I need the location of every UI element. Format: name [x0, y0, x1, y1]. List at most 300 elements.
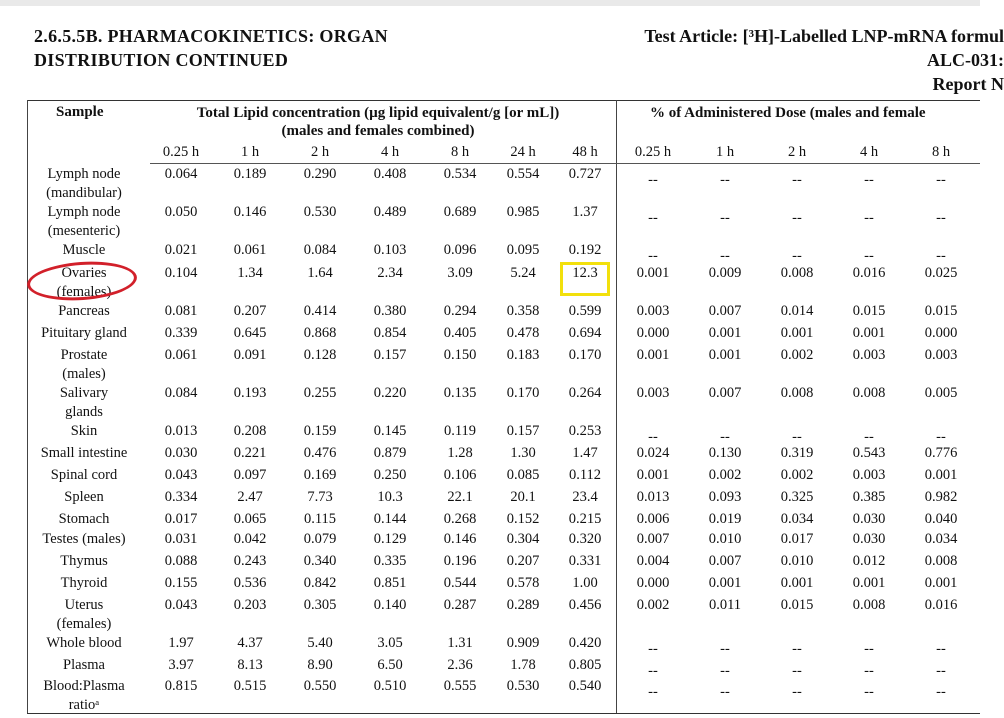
lipid-concentration-cell: 0.043 — [164, 597, 198, 613]
lipid-concentration-cell: 0.420 — [568, 635, 602, 651]
administered-dose-cell: -- — [792, 684, 802, 700]
lipid-concentration-cell: 0.031 — [164, 531, 198, 547]
administered-dose-cell: 0.030 — [852, 531, 886, 547]
timepoint-header: 4 h — [380, 144, 400, 160]
administered-dose-cell: 0.009 — [708, 265, 742, 281]
lipid-concentration-cell: 0.854 — [373, 325, 407, 341]
administered-dose-cell: 0.130 — [708, 445, 742, 461]
lipid-concentration-cell: 0.170 — [568, 347, 602, 363]
administered-dose-cell: 0.001 — [924, 575, 958, 591]
sample-name — [28, 596, 140, 634]
lipid-concentration-cell: 0.104 — [164, 265, 198, 281]
timepoint-header: 48 h — [572, 144, 598, 160]
lipid-concentration-cell: 0.189 — [233, 166, 267, 182]
administered-dose-cell: -- — [792, 641, 802, 657]
sample-name-line: Uterus — [64, 597, 104, 613]
lipid-concentration-cell: 0.408 — [373, 166, 407, 182]
sample-name-line: Spleen — [64, 489, 104, 505]
lipid-concentration-cell: 0.043 — [164, 467, 198, 483]
administered-dose-cell: 0.002 — [780, 467, 814, 483]
administered-dose-cell: -- — [720, 210, 730, 226]
lipid-concentration-cell: 0.183 — [506, 347, 540, 363]
lipid-concentration-cell: 0.208 — [233, 423, 267, 439]
lipid-concentration-cell: 0.530 — [506, 678, 540, 694]
lipid-concentration-cell: 0.530 — [303, 204, 337, 220]
administered-dose-cell: -- — [864, 641, 874, 657]
sample-name-line: Testes (males) — [42, 531, 126, 547]
administered-dose-cell: 0.000 — [924, 325, 958, 341]
sample-name — [28, 241, 140, 260]
lipid-concentration-cell: 0.555 — [443, 678, 477, 694]
administered-dose-cell: -- — [648, 172, 658, 188]
administered-dose-cell: 0.006 — [636, 511, 670, 527]
lipid-concentration-cell: 0.358 — [506, 303, 540, 319]
administered-dose-cell: 0.776 — [924, 445, 958, 461]
administered-dose-cell: -- — [720, 248, 730, 264]
lipid-concentration-cell: 0.478 — [506, 325, 540, 341]
lipid-concentration-cell: 0.021 — [164, 242, 198, 258]
sample-name — [28, 488, 140, 507]
administered-dose-cell: 0.002 — [708, 467, 742, 483]
administered-dose-cell: 0.016 — [852, 265, 886, 281]
sample-name — [28, 384, 140, 422]
sample-name — [28, 552, 140, 571]
administered-dose-cell: -- — [936, 210, 946, 226]
administered-dose-cell: 0.003 — [924, 347, 958, 363]
administered-dose-cell: 0.093 — [708, 489, 742, 505]
lipid-concentration-cell: 3.05 — [377, 635, 403, 651]
timepoint-header: 4 h — [859, 144, 879, 160]
lipid-concentration-cell: 0.694 — [568, 325, 602, 341]
administered-dose-cell: 0.015 — [852, 303, 886, 319]
sample-name-line: Small intestine — [40, 445, 128, 461]
lipid-concentration-cell: 0.290 — [303, 166, 337, 182]
sample-name — [28, 634, 140, 653]
lipid-concentration-cell: 0.805 — [568, 657, 602, 673]
administered-dose-cell: -- — [720, 429, 730, 445]
lipid-concentration-cell: 0.013 — [164, 423, 198, 439]
lipid-concentration-cell: 0.253 — [568, 423, 602, 439]
administered-dose-cell: -- — [936, 684, 946, 700]
administered-dose-cell: -- — [720, 641, 730, 657]
sample-name — [28, 346, 140, 384]
test-article-block — [574, 24, 1004, 96]
administered-dose-cell: 0.543 — [852, 445, 886, 461]
administered-dose-cell: 0.002 — [636, 597, 670, 613]
lipid-concentration-cell: 1.00 — [572, 575, 598, 591]
group1-title — [150, 104, 606, 140]
value-highlight-box — [560, 262, 610, 296]
sample-name — [28, 302, 140, 321]
lipid-concentration-cell: 23.4 — [572, 489, 598, 505]
timepoint-header: 2 h — [310, 144, 330, 160]
lipid-concentration-cell: 0.170 — [506, 385, 540, 401]
top-edge-strip — [0, 0, 980, 6]
lipid-concentration-cell: 2.34 — [377, 265, 403, 281]
lipid-concentration-cell: 0.103 — [373, 242, 407, 258]
administered-dose-cell: -- — [720, 684, 730, 700]
administered-dose-cell: 0.030 — [852, 511, 886, 527]
lipid-concentration-cell: 0.159 — [303, 423, 337, 439]
lipid-concentration-cell: 0.985 — [506, 204, 540, 220]
administered-dose-cell: 0.001 — [780, 325, 814, 341]
administered-dose-cell: 0.002 — [780, 347, 814, 363]
administered-dose-cell: -- — [648, 429, 658, 445]
lipid-concentration-cell: 0.079 — [303, 531, 337, 547]
sample-name-line: (males) — [62, 366, 106, 382]
administered-dose-cell: -- — [792, 210, 802, 226]
lipid-concentration-cell: 0.540 — [568, 678, 602, 694]
lipid-concentration-cell: 0.599 — [568, 303, 602, 319]
administered-dose-cell: 0.001 — [636, 265, 670, 281]
administered-dose-cell: -- — [864, 429, 874, 445]
administered-dose-cell: 0.017 — [780, 531, 814, 547]
lipid-concentration-cell: 0.157 — [506, 423, 540, 439]
administered-dose-cell: 0.008 — [852, 385, 886, 401]
lipid-concentration-cell: 1.97 — [168, 635, 194, 651]
section-title-line1: 2.6.5.5B. PHARMACOKINETICS: ORGAN — [34, 26, 388, 46]
lipid-concentration-cell: 0.215 — [568, 511, 602, 527]
lipid-concentration-cell: 0.146 — [233, 204, 267, 220]
lipid-concentration-cell: 0.145 — [373, 423, 407, 439]
sample-name-line: ratioᵃ — [68, 697, 100, 713]
lipid-concentration-cell: 0.084 — [303, 242, 337, 258]
administered-dose-cell: 0.001 — [924, 467, 958, 483]
lipid-concentration-cell: 1.78 — [510, 657, 536, 673]
administered-dose-cell: 0.004 — [636, 553, 670, 569]
administered-dose-cell: 0.008 — [780, 385, 814, 401]
study-code: ALC-031: — [927, 50, 1004, 70]
lipid-concentration-cell: 0.144 — [373, 511, 407, 527]
lipid-concentration-cell: 0.645 — [233, 325, 267, 341]
administered-dose-cell: 0.024 — [636, 445, 670, 461]
lipid-concentration-cell: 2.47 — [237, 489, 263, 505]
lipid-concentration-cell: 0.119 — [443, 423, 477, 439]
lipid-concentration-cell: 0.095 — [506, 242, 540, 258]
lipid-concentration-cell: 0.340 — [303, 553, 337, 569]
lipid-concentration-cell: 0.335 — [373, 553, 407, 569]
administered-dose-cell: 0.015 — [780, 597, 814, 613]
administered-dose-cell: 0.015 — [924, 303, 958, 319]
lipid-concentration-cell: 22.1 — [447, 489, 473, 505]
lipid-concentration-cell: 0.405 — [443, 325, 477, 341]
administered-dose-cell: 0.008 — [852, 597, 886, 613]
administered-dose-cell: -- — [720, 663, 730, 679]
administered-dose-cell: 0.007 — [708, 385, 742, 401]
sample-name — [28, 656, 140, 675]
sample-name — [28, 574, 140, 593]
lipid-concentration-cell: 0.250 — [373, 467, 407, 483]
administered-dose-cell: 0.325 — [780, 489, 814, 505]
sample-name — [28, 422, 140, 441]
administered-dose-cell: 0.319 — [780, 445, 814, 461]
lipid-concentration-cell: 0.689 — [443, 204, 477, 220]
group1-title-line1: Total Lipid concentration (µg lipid equivalent/g [or mL]) — [196, 105, 560, 121]
lipid-concentration-cell: 0.868 — [303, 325, 337, 341]
administered-dose-cell: 0.008 — [780, 265, 814, 281]
lipid-concentration-cell: 0.294 — [443, 303, 477, 319]
lipid-concentration-cell: 0.146 — [443, 531, 477, 547]
timepoint-underline — [150, 163, 980, 164]
lipid-concentration-cell: 2.36 — [447, 657, 473, 673]
lipid-concentration-cell: 0.064 — [164, 166, 198, 182]
lipid-concentration-cell: 0.534 — [443, 166, 477, 182]
timepoint-header: 8 h — [450, 144, 470, 160]
lipid-concentration-cell: 1.28 — [447, 445, 473, 461]
timepoint-header: 0.25 h — [634, 144, 672, 160]
lipid-concentration-cell: 0.085 — [506, 467, 540, 483]
lipid-concentration-cell: 6.50 — [377, 657, 403, 673]
lipid-concentration-cell: 0.255 — [303, 385, 337, 401]
administered-dose-cell: 0.000 — [636, 325, 670, 341]
sample-name-line: Spinal cord — [50, 467, 118, 483]
lipid-concentration-cell: 1.34 — [237, 265, 263, 281]
lipid-concentration-cell: 0.207 — [506, 553, 540, 569]
sample-name-line: Lymph node — [47, 204, 121, 220]
lipid-concentration-cell: 0.320 — [568, 531, 602, 547]
sample-name-line: Blood:Plasma — [43, 678, 125, 694]
sample-name-line: Muscle — [62, 242, 106, 258]
administered-dose-cell: -- — [720, 172, 730, 188]
administered-dose-cell: 0.010 — [780, 553, 814, 569]
lipid-concentration-cell: 0.135 — [443, 385, 477, 401]
sample-name-line: Thyroid — [60, 575, 108, 591]
sample-name-line: (mesenteric) — [47, 223, 121, 239]
lipid-concentration-cell: 0.489 — [373, 204, 407, 220]
lipid-concentration-cell: 0.140 — [373, 597, 407, 613]
lipid-concentration-cell: 0.096 — [443, 242, 477, 258]
administered-dose-cell: 0.001 — [708, 347, 742, 363]
administered-dose-cell: 0.013 — [636, 489, 670, 505]
lipid-concentration-cell: 0.476 — [303, 445, 337, 461]
timepoint-header: 1 h — [240, 144, 260, 160]
sample-name-line: Skin — [70, 423, 98, 439]
lipid-concentration-cell: 0.128 — [303, 347, 337, 363]
lipid-concentration-cell: 1.37 — [572, 204, 598, 220]
lipid-concentration-cell: 0.030 — [164, 445, 198, 461]
section-title — [34, 24, 388, 72]
lipid-concentration-cell: 0.129 — [373, 531, 407, 547]
administered-dose-cell: -- — [648, 663, 658, 679]
lipid-concentration-cell: 8.13 — [237, 657, 263, 673]
administered-dose-cell: -- — [864, 248, 874, 264]
lipid-concentration-cell: 0.456 — [568, 597, 602, 613]
sample-name — [28, 324, 140, 343]
sample-name-line: Thymus — [60, 553, 108, 569]
sample-name-line: (females) — [56, 616, 112, 632]
administered-dose-cell: 0.010 — [708, 531, 742, 547]
lipid-concentration-cell: 0.380 — [373, 303, 407, 319]
administered-dose-cell: 0.012 — [852, 553, 886, 569]
sample-name-line: glands — [65, 404, 103, 420]
administered-dose-cell: -- — [864, 172, 874, 188]
lipid-concentration-cell: 0.017 — [164, 511, 198, 527]
administered-dose-cell: 0.007 — [708, 303, 742, 319]
administered-dose-cell: -- — [936, 172, 946, 188]
lipid-concentration-cell: 0.339 — [164, 325, 198, 341]
lipid-concentration-cell: 0.155 — [164, 575, 198, 591]
administered-dose-cell: 0.001 — [852, 325, 886, 341]
lipid-concentration-cell: 0.042 — [233, 531, 267, 547]
lipid-concentration-cell: 0.169 — [303, 467, 337, 483]
administered-dose-cell: 0.016 — [924, 597, 958, 613]
administered-dose-cell: 0.000 — [636, 575, 670, 591]
lipid-concentration-cell: 0.193 — [233, 385, 267, 401]
administered-dose-cell: 0.040 — [924, 511, 958, 527]
administered-dose-cell: 0.007 — [708, 553, 742, 569]
administered-dose-cell: 0.008 — [924, 553, 958, 569]
lipid-concentration-cell: 20.1 — [510, 489, 536, 505]
lipid-concentration-cell: 12.3 — [572, 265, 598, 281]
lipid-concentration-cell: 8.90 — [307, 657, 333, 673]
sample-name-line: (mandibular) — [46, 185, 122, 201]
lipid-concentration-cell: 0.909 — [506, 635, 540, 651]
lipid-concentration-cell: 0.536 — [233, 575, 267, 591]
lipid-concentration-cell: 0.510 — [373, 678, 407, 694]
lipid-concentration-cell: 0.152 — [506, 511, 540, 527]
lipid-concentration-cell: 0.304 — [506, 531, 540, 547]
administered-dose-cell: 0.025 — [924, 265, 958, 281]
sample-name-line: Lymph node — [47, 166, 121, 182]
lipid-concentration-cell: 0.196 — [443, 553, 477, 569]
lipid-concentration-cell: 1.31 — [447, 635, 473, 651]
lipid-concentration-cell: 1.30 — [510, 445, 536, 461]
administered-dose-cell: 0.003 — [636, 385, 670, 401]
lipid-concentration-cell: 0.287 — [443, 597, 477, 613]
lipid-concentration-cell: 0.050 — [164, 204, 198, 220]
lipid-concentration-cell: 3.97 — [168, 657, 194, 673]
lipid-concentration-cell: 0.243 — [233, 553, 267, 569]
sample-name-line: Stomach — [58, 511, 110, 527]
lipid-concentration-cell: 0.112 — [568, 467, 602, 483]
lipid-concentration-cell: 0.150 — [443, 347, 477, 363]
administered-dose-cell: 0.014 — [780, 303, 814, 319]
lipid-concentration-cell: 0.157 — [373, 347, 407, 363]
sample-name-line: Pituitary gland — [41, 325, 127, 341]
administered-dose-cell: -- — [648, 684, 658, 700]
sample-name — [28, 677, 140, 715]
administered-dose-cell: -- — [864, 210, 874, 226]
administered-dose-cell: -- — [936, 248, 946, 264]
sample-name — [28, 466, 140, 485]
lipid-concentration-cell: 0.578 — [506, 575, 540, 591]
administered-dose-cell: 0.003 — [636, 303, 670, 319]
lipid-concentration-cell: 0.088 — [164, 553, 198, 569]
lipid-concentration-cell: 0.106 — [443, 467, 477, 483]
administered-dose-cell: 0.001 — [708, 575, 742, 591]
sample-name-line: Plasma — [63, 657, 105, 673]
administered-dose-cell: -- — [864, 663, 874, 679]
lipid-concentration-cell: 0.207 — [233, 303, 267, 319]
sample-name — [28, 165, 140, 203]
lipid-concentration-cell: 0.727 — [568, 166, 602, 182]
sample-name-line: Pancreas — [58, 303, 110, 319]
lipid-concentration-cell: 0.550 — [303, 678, 337, 694]
lipid-concentration-cell: 0.515 — [233, 678, 267, 694]
lipid-concentration-cell: 3.09 — [447, 265, 473, 281]
sample-name-line: Salivary — [59, 385, 109, 401]
administered-dose-cell: -- — [792, 172, 802, 188]
lipid-concentration-cell: 5.24 — [510, 265, 536, 281]
sample-name — [28, 530, 140, 549]
test-article-text: Test Article: [³H]-Labelled LNP-mRNA formul — [644, 26, 1004, 46]
lipid-concentration-cell: 0.842 — [303, 575, 337, 591]
administered-dose-cell: 0.019 — [708, 511, 742, 527]
administered-dose-cell: -- — [864, 684, 874, 700]
timepoint-header: 2 h — [787, 144, 807, 160]
lipid-concentration-cell: 0.081 — [164, 303, 198, 319]
lipid-concentration-cell: 0.065 — [233, 511, 267, 527]
administered-dose-cell: 0.385 — [852, 489, 886, 505]
administered-dose-cell: 0.003 — [852, 347, 886, 363]
group1-title-line2: (males and females combined) — [281, 123, 475, 139]
lipid-concentration-cell: 0.414 — [303, 303, 337, 319]
lipid-concentration-cell: 0.268 — [443, 511, 477, 527]
timepoint-header: 24 h — [510, 144, 536, 160]
lipid-concentration-cell: 0.192 — [568, 242, 602, 258]
lipid-concentration-cell: 0.115 — [303, 511, 337, 527]
sample-name-line: Ovaries — [61, 265, 107, 281]
administered-dose-cell: 0.034 — [924, 531, 958, 547]
group2-title: % of Administered Dose (males and female — [650, 105, 926, 121]
administered-dose-cell: 0.005 — [924, 385, 958, 401]
lipid-concentration-cell: 0.544 — [443, 575, 477, 591]
sample-name-line: Whole blood — [46, 635, 122, 651]
lipid-concentration-cell: 0.851 — [373, 575, 407, 591]
sample-name — [28, 510, 140, 529]
administered-dose-cell: -- — [792, 663, 802, 679]
report-label: Report N — [932, 74, 1004, 94]
administered-dose-cell: -- — [648, 248, 658, 264]
lipid-concentration-cell: 10.3 — [377, 489, 403, 505]
sample-name — [28, 203, 140, 241]
lipid-concentration-cell: 0.097 — [233, 467, 267, 483]
administered-dose-cell: 0.001 — [852, 575, 886, 591]
administered-dose-cell: -- — [936, 429, 946, 445]
sample-name-line: (females) — [56, 284, 112, 300]
lipid-concentration-cell: 0.554 — [506, 166, 540, 182]
administered-dose-cell: -- — [936, 663, 946, 679]
lipid-concentration-cell: 0.091 — [233, 347, 267, 363]
lipid-concentration-cell: 0.061 — [233, 242, 267, 258]
timepoint-header: 1 h — [715, 144, 735, 160]
table-top-rule — [27, 100, 980, 101]
sample-name-line: Prostate — [60, 347, 108, 363]
administered-dose-cell: -- — [648, 210, 658, 226]
sample-name — [28, 444, 140, 463]
administered-dose-cell: 0.001 — [780, 575, 814, 591]
lipid-concentration-cell: 0.305 — [303, 597, 337, 613]
administered-dose-cell: 0.982 — [924, 489, 958, 505]
lipid-concentration-cell: 0.220 — [373, 385, 407, 401]
administered-dose-cell: 0.003 — [852, 467, 886, 483]
sample-header: Sample — [56, 104, 104, 120]
lipid-concentration-cell: 0.203 — [233, 597, 267, 613]
lipid-concentration-cell: 0.084 — [164, 385, 198, 401]
table-bottom-rule — [27, 713, 980, 714]
group-divider — [616, 100, 617, 713]
timepoint-header: 0.25 h — [162, 144, 200, 160]
administered-dose-cell: 0.011 — [708, 597, 742, 613]
lipid-concentration-cell: 0.879 — [373, 445, 407, 461]
lipid-concentration-cell: 0.061 — [164, 347, 198, 363]
administered-dose-cell: -- — [936, 641, 946, 657]
lipid-concentration-cell: 0.334 — [164, 489, 198, 505]
lipid-concentration-cell: 0.331 — [568, 553, 602, 569]
lipid-concentration-cell: 1.64 — [307, 265, 333, 281]
lipid-concentration-cell: 0.221 — [233, 445, 267, 461]
lipid-concentration-cell: 1.47 — [572, 445, 598, 461]
